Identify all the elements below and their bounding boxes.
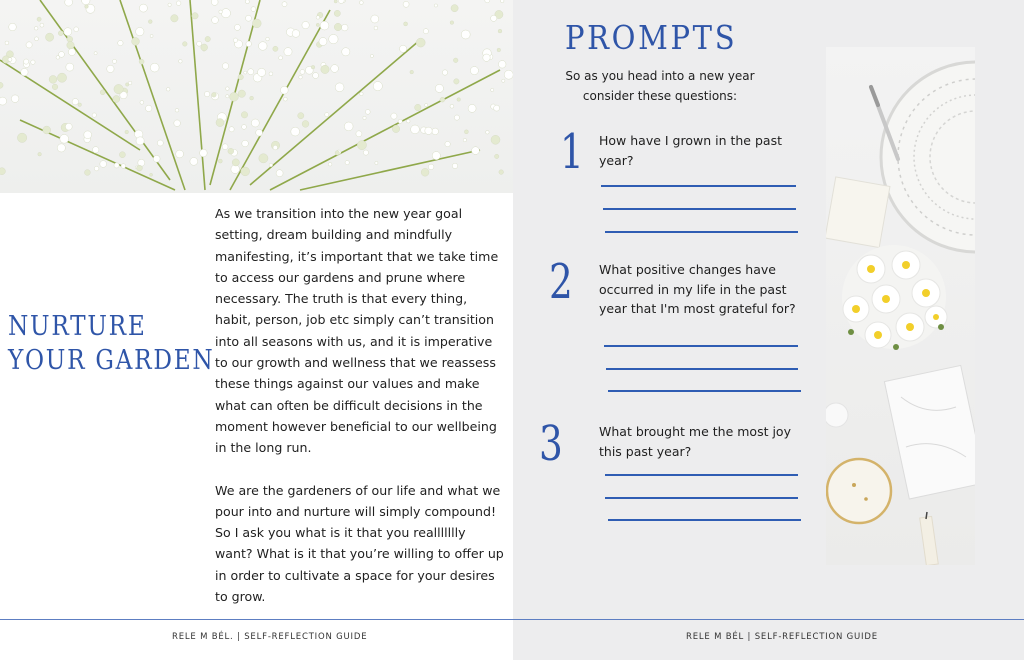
answer-line[interactable] <box>605 474 798 476</box>
prompt-number-2: 2 <box>549 254 573 310</box>
footer-left: RELE M BÉL. | SELF-REFLECTION GUIDE <box>172 632 368 642</box>
answer-line[interactable] <box>601 185 796 187</box>
answer-line[interactable] <box>604 345 798 347</box>
body-paragraph-2: We are the gardeners of our life and what we pour into and nurture will simply compound! So I ask you what is it that you reallllllly want? What is it that you’re willing to offer up in order to cultivate a space for your desires to grow. <box>215 482 504 605</box>
intro-line-2: consider these questions: <box>582 89 738 103</box>
answer-line[interactable] <box>608 519 801 521</box>
desk-flatlay-illustration <box>826 47 975 565</box>
prompt-question-1: How have I grown in the past year? <box>599 133 782 168</box>
prompts-intro <box>560 66 760 106</box>
answer-line[interactable] <box>608 390 801 392</box>
body-text <box>215 203 507 628</box>
page-title <box>8 310 213 378</box>
answer-line[interactable] <box>605 497 798 499</box>
babys-breath-photo <box>0 0 513 193</box>
prompt-number-3: 3 <box>539 416 563 472</box>
desk-flatlay-photo <box>826 47 975 565</box>
footer-right: RELE M BÉL | SELF-REFLECTION GUIDE <box>686 632 878 642</box>
answer-line[interactable] <box>606 368 798 370</box>
prompt-number-1: 1 <box>560 124 584 180</box>
babys-breath-illustration <box>0 0 513 193</box>
prompts-title: PROMPTS <box>565 18 738 57</box>
prompt-question-2: What positive changes have occurred in my life in the past year that I'm most grateful for? <box>599 262 796 316</box>
footer-divider <box>0 619 1024 620</box>
body-paragraph-1: As we transition into the new year goal setting, dream building and mindfully manifesting, it’s important that we take time to access our gardens and prune where necessary. The truth is that every thing, habit, person, job etc simply can’t transition into all seasons with us, and it is imperative to our growth and wellness that we reassess these things against our values and make what can often be difficult decisions in the moment however beneficial to our wellbeing in the long run. <box>215 206 499 456</box>
answer-line[interactable] <box>603 208 796 210</box>
answer-line[interactable] <box>605 231 798 233</box>
title-line-1: NURTURE <box>8 311 147 342</box>
prompt-question-3: What brought me the most joy this past year? <box>599 424 791 459</box>
intro-line-1: So as you head into a new year <box>565 69 755 83</box>
title-line-2: YOUR GARDEN <box>8 345 215 376</box>
